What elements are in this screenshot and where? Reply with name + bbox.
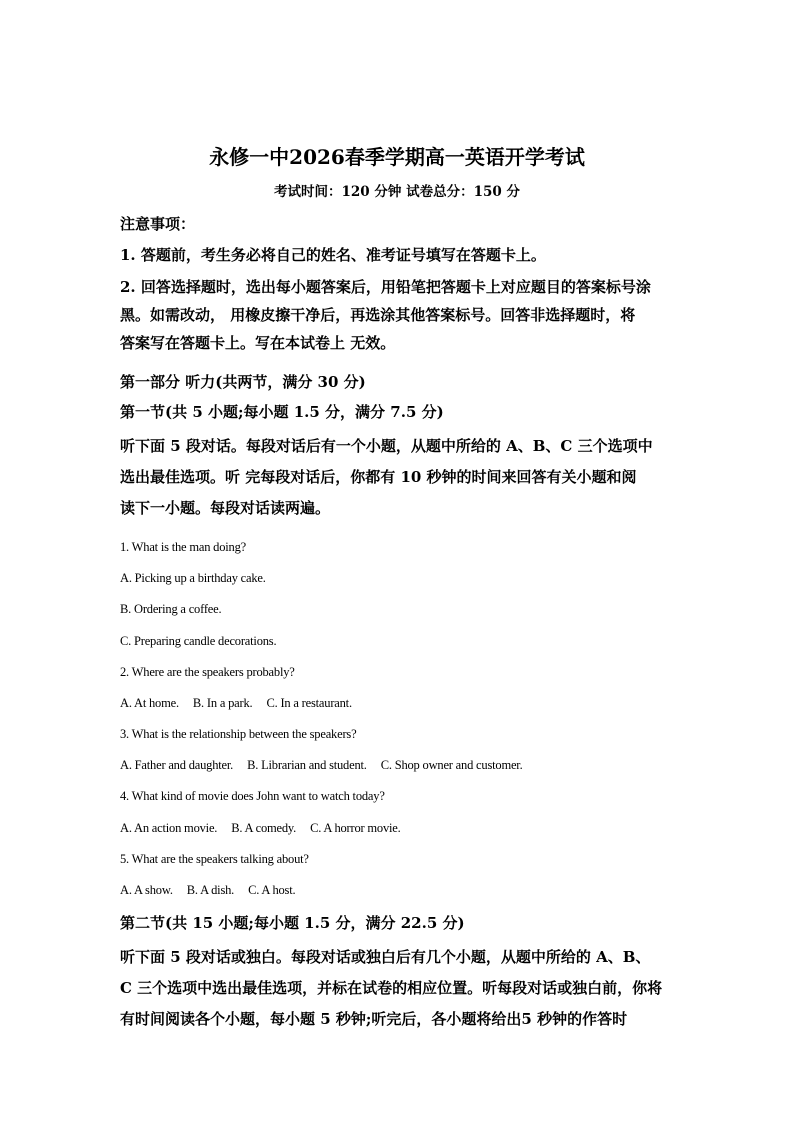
question-5-options (120, 883, 295, 898)
section2-instruction-line-3: 有时间阅读各个小题，每小题 5 秒钟;听完后，各小题将给出5 秒钟的作答时 (120, 1010, 628, 1028)
section2-instruction-line-1: 听下面 5 段对话或独白。每段对话或独白后有几个小题，从题中所给的 A、B、 (120, 948, 651, 966)
question-4-options (120, 821, 401, 836)
section2-heading: 第二节(共 15 小题;每小题 1.5 分，满分 22.5 分) (120, 914, 465, 932)
question-3: 3. What is the relationship between the speakers? (120, 727, 357, 741)
part1-heading: 第一部分 听力(共两节，满分 30 分) (120, 373, 366, 391)
notes-heading: 注意事项： (120, 215, 196, 233)
section2-instruction-line-2: C 三个选项中选出最佳选项，并标在试卷的相应位置。听每段对话或独白前，你将 (120, 979, 663, 997)
question-1: 1. What is the man doing? (120, 540, 246, 554)
question-2-option-c: C. In a restaurant. (266, 696, 352, 710)
question-1-option-c: C. Preparing candle decorations. (120, 634, 277, 648)
question-3-option-b: B. Librarian and student. (247, 758, 367, 772)
question-5: 5. What are the speakers talking about? (120, 852, 309, 866)
question-1-option-a: A. Picking up a birthday cake. (120, 571, 266, 585)
question-2-options (120, 696, 352, 711)
question-2-option-a: A. At home. (120, 696, 179, 710)
note-item-2-line-1: 2. 回答选择题时，选出每小题答案后，用铅笔把答题卡上对应题目的答案标号涂 (120, 278, 651, 296)
note-item-2-line-2: 黑。如需改动， 用橡皮擦干净后，再选涂其他答案标号。回答非选择题时，将 (120, 306, 636, 324)
question-4-option-c: C. A horror movie. (310, 821, 401, 835)
question-4: 4. What kind of movie does John want to watch today? (120, 789, 385, 803)
question-2: 2. Where are the speakers probably? (120, 665, 295, 679)
section1-instruction-line-3: 读下一小题。每段对话读两遍。 (120, 499, 331, 517)
question-4-option-b: B. A comedy. (231, 821, 297, 835)
exam-info: 考试时间：120 分钟 试卷总分：150 分 (274, 184, 520, 200)
question-3-option-c: C. Shop owner and customer. (380, 758, 523, 772)
question-5-option-b: B. A dish. (186, 883, 235, 897)
note-item-1: 1. 答题前，考生务必将自己的姓名、准考证号填写在答题卡上。 (120, 246, 546, 264)
section1-instruction-line-1: 听下面 5 段对话。每段对话后有一个小题，从题中所给的 A、B、C 三个选项中 (120, 437, 653, 455)
question-2-option-b: B. In a park. (192, 696, 253, 710)
note-item-2-line-3: 答案写在答题卡上。写在本试卷上 无效。 (120, 334, 396, 352)
question-1-option-b: B. Ordering a coffee. (120, 602, 222, 616)
section1-heading: 第一节(共 5 小题;每小题 1.5 分，满分 7.5 分) (120, 403, 444, 421)
question-3-options (120, 758, 523, 773)
question-4-option-a: A. An action movie. (120, 821, 218, 835)
question-3-option-a: A. Father and daughter. (120, 758, 234, 772)
question-5-option-c: C. A host. (248, 883, 296, 897)
section1-instruction-line-2: 选出最佳选项。听 完每段对话后，你都有 10 秒钟的时间来回答有关小题和阅 (120, 468, 637, 486)
page-title: 永修一中2026春季学期高一英语开学考试 (209, 145, 585, 169)
question-5-option-a: A. A show. (120, 883, 173, 897)
